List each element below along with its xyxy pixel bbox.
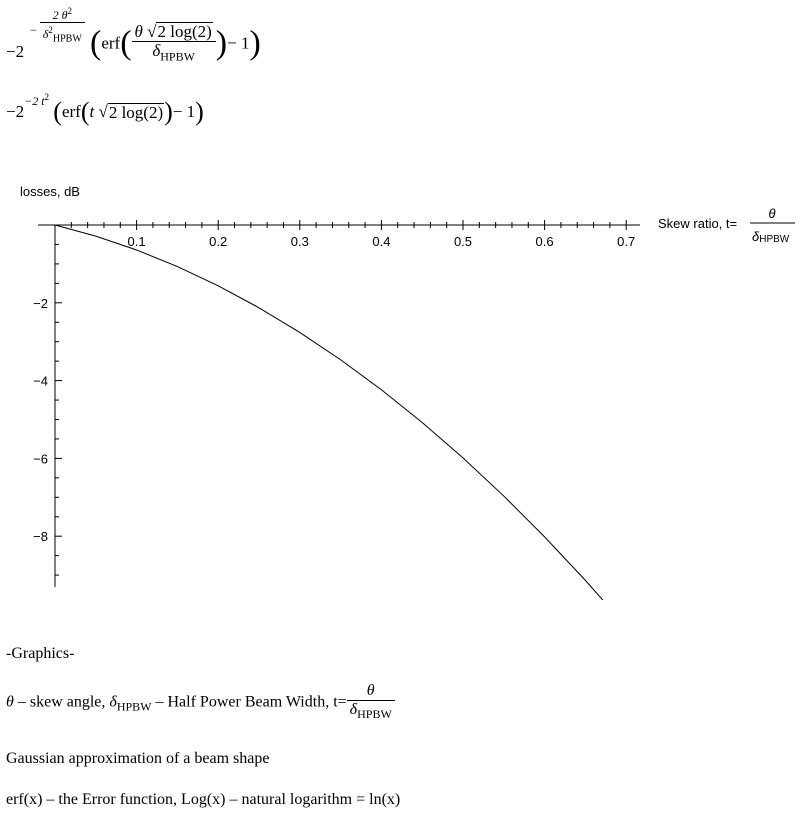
desc1-frac-den: δ [349, 701, 358, 718]
formula-2-exponent: −2 t [24, 94, 45, 108]
formula-1-exponent [30, 4, 85, 46]
formula-1-prefix: −2 [6, 42, 25, 61]
chart-axes [38, 225, 640, 587]
desc1-part2: – Half Power Beam Width, t= [151, 693, 347, 711]
x-axis-label-prefix: Skew ratio, t= [658, 216, 738, 231]
series-line-losses [55, 225, 626, 600]
formula-1-frac-sqrt: 2 log(2) [157, 22, 212, 41]
graphics-label-text: Graphics [11, 645, 70, 662]
description-line-1 [6, 682, 395, 723]
x-axis-label-num: θ [768, 206, 776, 221]
formula-1-exp-num: 2 θ [52, 8, 68, 22]
graphics-output-label [6, 645, 74, 663]
desc1-frac [347, 682, 395, 723]
formula-1-exp-num-sup: 2 [67, 6, 72, 16]
formula-1-exp-den-sub: HPBW [52, 33, 82, 45]
graphics-dash-left: - [6, 645, 12, 662]
losses-chart [0, 170, 807, 600]
x-tick-label: 0.3 [290, 234, 309, 249]
graphics-dash-right: - [69, 645, 75, 662]
formula-1-exp-sign: − [30, 22, 37, 37]
formula-2-t: t [89, 101, 95, 121]
formula-2: $-2^{-2 t^2}$ (erf(t √2 log(2))− 1) [6, 92, 204, 126]
y-tick-label: −4 [33, 373, 48, 389]
formula-1-frac-den-sub: HPBW [160, 49, 195, 64]
formula-2-erf: erf [61, 101, 81, 121]
formula-2-prefix: −2 [6, 101, 25, 121]
x-tick-label: 0.4 [372, 234, 391, 249]
x-axis-label [658, 206, 795, 245]
x-tick-label: 0.6 [535, 234, 554, 249]
formula-1-frac-den: δ [152, 41, 161, 60]
x-tick-label: 0.7 [617, 234, 636, 249]
formula-1-exp-den: δ [42, 27, 49, 41]
formula-1-frac-theta: θ [134, 22, 143, 41]
y-tick-label: −8 [33, 529, 48, 545]
formula-1-body: (erf( $\frac{\theta √2 \log(2)}{\delta_{HPBW}}$ )− 1) [90, 22, 261, 64]
formula-2-sqrt-arg: 2 log(2) [108, 102, 164, 122]
desc1-frac-den-sub: HPBW [357, 707, 392, 722]
formula-1-erf: erf [101, 33, 121, 53]
y-axis-label: losses, dB [20, 184, 80, 199]
y-tick-label: −6 [33, 451, 48, 467]
x-axis-label-den: δHPBW [752, 229, 790, 245]
x-tick-label: 0.5 [453, 234, 473, 249]
formula-1 [6, 4, 24, 74]
formula-2-exponent-sup: 2 [44, 92, 50, 102]
formula-1-exp-den-sup: 2 [48, 25, 53, 35]
desc1-theta: θ [6, 693, 14, 711]
description-line-2: Gaussian approximation of a beam shape [6, 750, 270, 767]
x-tick-label: 0.2 [209, 234, 228, 249]
formula-2-tail: − 1 [172, 101, 196, 121]
chart-ticks [55, 220, 626, 575]
chart-series [55, 225, 626, 600]
formula-1-tail: − 1 [227, 33, 250, 53]
chart-tick-labels [33, 234, 635, 544]
formula-1-frac: $\frac{\theta √2 \log(2)}{\delta_{HPBW}}$ [132, 22, 216, 65]
y-tick-label: −2 [33, 295, 48, 311]
desc1-frac-num: θ [347, 682, 395, 701]
desc1-delta: δ [109, 693, 117, 711]
x-tick-label: 0.1 [127, 234, 146, 249]
desc1-part1: – skew angle, [13, 693, 110, 711]
description-line-3: erf(x) – the Error function, Log(x) – natural logarithm = ln(x) [6, 791, 401, 808]
desc1-delta-sub: HPBW [116, 699, 152, 714]
formula-1-exp-frac [40, 4, 85, 46]
